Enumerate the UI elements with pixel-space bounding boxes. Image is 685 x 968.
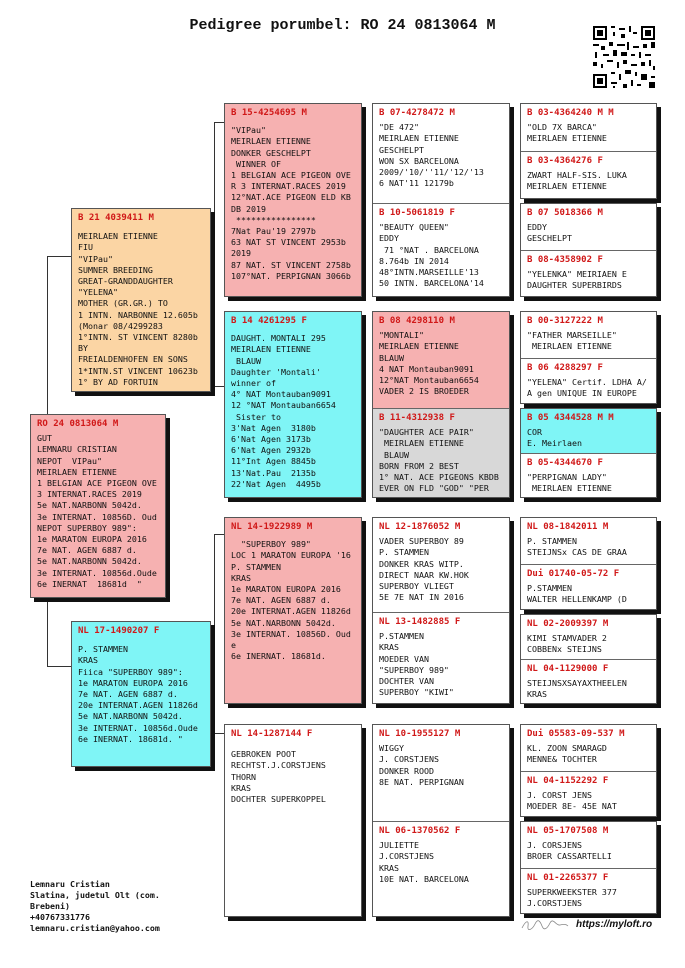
ring-number: B 03-4364276 F [527, 156, 603, 166]
ancestor-card[interactable] [521, 868, 656, 914]
pigeon-notes: "MONTALI" MEIRLAEN ETIENNE BLAUW 4 NAT Montauban9091 12°NAT Montauban6654 VADER 2 IS BROEDER [379, 330, 479, 397]
pigeon-notes: "DAUGHTER ACE PAIR" MEIRLAEN ETIENNE BLAUW BORN FROM 2 BEST 1° NAT. ACE PIGEONS KBDB EVER ON FLD "GOD" "PER [379, 427, 499, 494]
ring-number: B 08 4298110 M [379, 316, 455, 326]
pigeon-notes: COR E. Meirlaen [527, 427, 582, 449]
ancestor-card[interactable] [521, 518, 656, 564]
ring-number: Dui 01740-05-72 F [527, 569, 620, 579]
ring-number: RO 24 0813064 M [37, 419, 119, 429]
ancestor-card[interactable] [521, 250, 656, 297]
father-card[interactable] [71, 208, 211, 392]
ring-number: B 10-5061819 F [379, 208, 455, 218]
ring-number: NL 05-1707508 M [527, 826, 609, 836]
ancestor-group [520, 517, 657, 610]
mother-card[interactable] [71, 621, 211, 767]
ancestor-group [520, 724, 657, 817]
pigeon-notes: "YELENA" Certif. LDHA A/ A gen UNIQUE IN EUROPE [527, 377, 647, 399]
pigeon-notes: P. STAMMEN KRAS Fiica "SUPERBOY 989": 1e MARATON EUROPA 2016 7e NAT. AGEN 6887 d. 20e INTERNAT.AGEN 11826d 5e NAT.NARBONN 5042d. 3e INTERNAT. 10856d.Oude 6e INERNAT. 18681d. " [78, 644, 198, 744]
ring-number: NL 17-1490207 F [78, 626, 160, 636]
page-title: Pedigree porumbel: RO 24 0813064 M [189, 17, 496, 34]
grandsire-maternal-card[interactable] [224, 517, 362, 704]
pigeon-notes: "BEAUTY QUEEN" EDDY 71 °NAT . BARCELONA 8.764b IN 2014 48°INTN.MARSEILLE'13 50 INTN. BARCELONA'14 [379, 222, 484, 289]
pigeon-notes: SUPERKWEEKSTER 377 J.CORSTJENS [527, 887, 617, 909]
ring-number: NL 14-1287144 F [231, 729, 313, 739]
pigeon-notes: P.STAMMEN KRAS MOEDER VAN "SUPERBOY 989" DOCHTER VAN SUPERBOY "KIWI" [379, 631, 454, 698]
ring-number: B 11-4312938 F [379, 413, 455, 423]
owner-contact: Lemnaru Cristian Slatina, judetul Olt (com. Brebeni) +40767331776 lemnaru.cristian@yahoo.com [30, 879, 160, 933]
great-grandparent-card[interactable] [373, 203, 509, 297]
ring-number: NL 04-1129000 F [527, 664, 609, 674]
ancestor-card[interactable] [521, 615, 656, 659]
great-grandparent-card[interactable] [373, 518, 509, 612]
pigeon-notes: VADER SUPERBOY 89 P. STAMMEN DONKER KRAS WITP. DIRECT NAAR KW.HOK SUPERBOY VLIEGT 5E 7E NAT IN 2016 [379, 536, 469, 603]
ring-number: NL 08-1842011 M [527, 522, 609, 532]
pigeon-notes: P.STAMMEN WALTER HELLENKAMP (D [527, 583, 627, 605]
ancestor-card[interactable] [521, 104, 656, 151]
granddam-paternal-card[interactable] [224, 311, 362, 498]
ancestor-group [520, 408, 657, 498]
pigeon-notes: KIMI STAMVADER 2 COBBENx STEIJNS [527, 633, 607, 655]
ring-number: B 07 5018366 M [527, 208, 603, 218]
ancestor-card[interactable] [521, 659, 656, 704]
great-grandparent-card[interactable] [373, 725, 509, 821]
ancestor-group [520, 203, 657, 297]
ancestor-card[interactable] [521, 771, 656, 817]
ring-number: B 08-4358902 F [527, 255, 603, 265]
pigeon-notes: JULIETTE J.CORSTJENS KRAS 10E NAT. BARCELONA [379, 840, 469, 884]
ancestor-card[interactable] [521, 822, 656, 868]
ring-number: B 21 4039411 M [78, 213, 154, 223]
ancestor-card[interactable] [521, 453, 656, 498]
great-grandparent-group [372, 103, 510, 297]
pigeon-notes: "FATHER MARSEILLE" MEIRLAEN ETIENNE [527, 330, 617, 352]
ancestor-card[interactable] [521, 409, 656, 453]
great-grandparent-card[interactable] [373, 408, 509, 498]
ancestor-card[interactable] [521, 151, 656, 199]
ancestor-card[interactable] [521, 312, 656, 358]
pigeon-notes: KL. ZOON SMARAGD MENNE& TOCHTER [527, 743, 607, 765]
great-grandparent-group [372, 724, 510, 917]
subject-card[interactable] [30, 414, 166, 598]
ring-number: NL 02-2009397 M [527, 619, 609, 629]
ring-number: B 05 4344528 M M [527, 413, 614, 423]
pigeon-notes: J. CORSJENS BROER CASSARTELLI [527, 840, 612, 862]
pigeon-notes: GUT LEMNARU CRISTIAN NEPOT VIPau" MEIRLAEN ETIENNE 1 BELGIAN ACE PIGEON OVE 3 INTERNAT.RACES 2019 5e NAT.NARBONN 5042d. 3e INTERNAT. 10856D. Oud NEPOT SUPERBOY 989": 1e MARATON EUROPA 2016 7e NAT. AGEN 6887 d. 5e NAT.NARBONN 5042d. 3e INTERNAT. 10856d.Oude 6e INERNAT 18681d " [37, 433, 157, 589]
connector-line [214, 122, 224, 123]
granddam-maternal-card[interactable] [224, 724, 362, 917]
pigeon-notes: J. CORST JENS MOEDER 8E- 45E NAT [527, 790, 617, 812]
grandsire-paternal-card[interactable] [224, 103, 362, 297]
ring-number: B 15-4254695 M [231, 108, 307, 118]
pigeon-notes: "DE 472" MEIRLAEN ETIENNE GESCHELPT WON SX BARCELONA 2009/'10/''11/'12/'13 6 NAT'11 12179b [379, 122, 484, 189]
ancestor-card[interactable] [521, 204, 656, 250]
pigeon-notes: EDDY GESCHELPT [527, 222, 572, 244]
ancestor-group [520, 614, 657, 704]
ring-number: NL 12-1876052 M [379, 522, 461, 532]
ancestor-group [520, 821, 657, 914]
great-grandparent-card[interactable] [373, 612, 509, 704]
ring-number: B 03-4364240 M M [527, 108, 614, 118]
pigeon-notes: "PERPIGNAN LADY" MEIRLAEN ETIENNE [527, 472, 612, 494]
great-grandparent-group [372, 311, 510, 498]
ancestor-group [520, 311, 657, 404]
pigeon-notes: GEBROKEN POOT RECHTST.J.CORSTJENS THORN KRAS DOCHTER SUPERKOPPEL [231, 749, 326, 805]
pigeon-notes: DAUGHT. MONTALI 295 MEIRLAEN ETIENNE BLAUW Daughter 'Montali' winner of 4° NAT Montauban9091 12 °NAT Montauban6654 Sister to 3'Nat Agen 3180b 6'Nat Agen 3173b 6'Nat Agen 2932b 11°Int Agen 8845b 13'Nat.Pau 2135b 22'Nat Agen 4495b [231, 333, 336, 489]
pigeon-notes: "YELENKA" MEIRIAEN E DAUGHTER SUPERBIRDS [527, 269, 627, 291]
ring-number: NL 06-1370562 F [379, 826, 461, 836]
ring-number: NL 04-1152292 F [527, 776, 609, 786]
connector-line [214, 122, 215, 386]
pigeon-notes: MEIRLAEN ETIENNE FIU "VIPau" SUMNER BREEDING GREAT-GRANDDAUGHTER "YELENA" MOTHER (GR.GR.) TO 1 INTN. NARBONNE 12.605b (Monar 08/4299283 1°INTN. ST VINCENT 8280b BY FREIALDENHOFEN EN SONS 1*INTN.ST VINCENT 10623b 1° BY AD FORTUIN [78, 231, 198, 387]
connector-line [214, 534, 224, 535]
pigeon-notes: "VIPau" MEIRLAEN ETIENNE DONKER GESCHELPT WINNER OF 1 BELGIAN ACE PIGEON OVE R 3 INTERNAT.RACES 2019 12°NAT.ACE PIGEON ELD KB DB 2019 **************** 7Nat Pau'19 2797b 63 NAT ST VINCENT 2953b 2019 87 NAT. ST VINCENT 2758b 107°NAT. PERPIGNAN 3066b [231, 125, 351, 281]
ancestor-group [520, 103, 657, 199]
connector-line [47, 256, 48, 414]
ring-number: Dui 05583-09-537 M [527, 729, 625, 739]
pigeon-notes: P. STAMMEN STEIJNSx CAS DE GRAA [527, 536, 627, 558]
qr-code-icon [591, 24, 657, 90]
ring-number: NL 13-1482885 F [379, 617, 461, 627]
pigeon-notes: WIGGY J. CORSTJENS DONKER ROOD 8E NAT. PERPIGNAN [379, 743, 464, 787]
great-grandparent-card[interactable] [373, 104, 509, 203]
ancestor-card[interactable] [521, 564, 656, 610]
ring-number: B 07-4278472 M [379, 108, 455, 118]
signature-icon [520, 917, 570, 933]
connector-line [47, 256, 71, 257]
website-link[interactable]: https://myloft.ro [576, 919, 653, 930]
ring-number: NL 14-1922989 M [231, 522, 313, 532]
pigeon-notes: "SUPERBOY 989" LOC 1 MARATON EUROPA '16 P. STAMMEN KRAS 1e MARATON EUROPA 2016 7e NAT. AGEN 6887 d. 20e INTERNAT.AGEN 11826d 5e NAT.NARBONN 5042d. 3e INTERNAT. 10856D. Oud e 6e INERNAT. 18681d. [231, 539, 351, 662]
pigeon-notes: "OLD 7X BARCA" MEIRLAEN ETIENNE [527, 122, 607, 144]
pigeon-notes: ZWART HALF-SIS. LUKA MEIRLAEN ETIENNE [527, 170, 627, 192]
ring-number: B 05-4344670 F [527, 458, 603, 468]
great-grandparent-card[interactable] [373, 312, 509, 408]
connector-line [214, 386, 224, 387]
ancestor-card[interactable] [521, 358, 656, 404]
pigeon-notes: STEIJNSXSAYAXTHEELEN KRAS [527, 678, 627, 700]
connector-line [214, 733, 224, 734]
connector-line [47, 666, 71, 667]
ancestor-card[interactable] [521, 725, 656, 771]
ring-number: NL 10-1955127 M [379, 729, 461, 739]
ring-number: B 14 4261295 F [231, 316, 307, 326]
great-grandparent-group [372, 517, 510, 704]
great-grandparent-card[interactable] [373, 821, 509, 917]
connector-line [47, 598, 48, 666]
ring-number: B 06 4288297 F [527, 363, 603, 373]
ring-number: B 00-3127222 M [527, 316, 603, 326]
connector-line [214, 534, 215, 733]
ring-number: NL 01-2265377 F [527, 873, 609, 883]
